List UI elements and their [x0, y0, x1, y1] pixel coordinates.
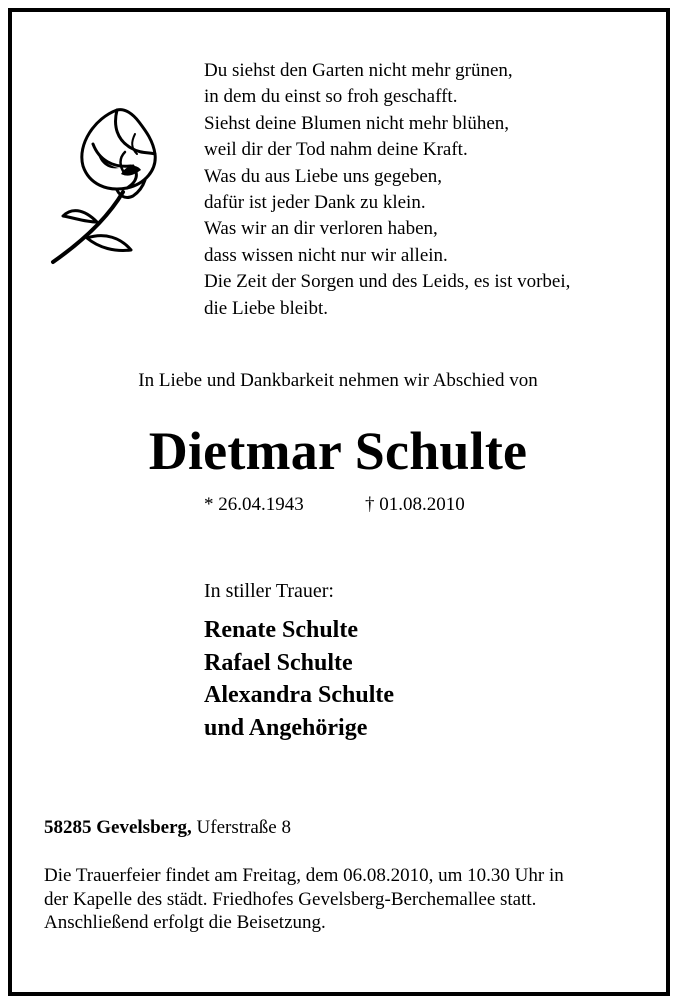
farewell-intro: In Liebe und Dankbarkeit nehmen wir Abschied von — [138, 370, 538, 391]
deceased-name: Dietmar Schulte — [148, 421, 528, 481]
mourner-name: Renate Schulte — [204, 617, 358, 643]
service-line: Die Trauerfeier findet am Freitag, dem 06.08.2010, um 10.30 Uhr in — [44, 865, 564, 886]
poem-line: in dem du einst so froh geschafft. — [204, 86, 458, 108]
mourner-name: Alexandra Schulte — [204, 682, 395, 708]
poem-line: Siehst deine Blumen nicht mehr blühen, — [204, 112, 510, 134]
poem-line: weil dir der Tod nahm deine Kraft. — [204, 139, 468, 161]
address-city: 58285 Gevelsberg, — [44, 817, 192, 838]
service-line: Anschließend erfolgt die Beisetzung. — [44, 912, 326, 933]
service-info — [44, 864, 644, 935]
mourner-name: und Angehörige — [204, 714, 368, 741]
service-line: der Kapelle des städt. Friedhofes Gevelsberg-Berchemallee statt. — [44, 888, 537, 910]
death-date: † 01.08.2010 — [365, 494, 465, 515]
poem-line: Die Zeit der Sorgen und des Leids, es ist vorbei, — [204, 271, 571, 293]
poem — [204, 58, 570, 322]
address — [44, 817, 291, 839]
address-street: Uferstraße 8 — [196, 817, 291, 838]
mourners-list — [204, 614, 394, 744]
rose-icon — [35, 104, 160, 274]
poem-line: Was du aus Liebe uns gegeben, — [204, 165, 443, 187]
poem-line: Du siehst den Garten nicht mehr grünen, — [204, 60, 513, 81]
mourners-intro: In stiller Trauer: — [204, 580, 334, 602]
poem-line: die Liebe bleibt. — [204, 297, 328, 319]
poem-line: dass wissen nicht nur wir allein. — [204, 244, 448, 266]
poem-line: dafür ist jeder Dank zu klein. — [204, 192, 426, 214]
birth-date: * 26.04.1943 — [204, 494, 304, 515]
mourner-name: Rafael Schulte — [204, 649, 353, 676]
poem-line: Was wir an dir verloren haben, — [204, 218, 438, 240]
